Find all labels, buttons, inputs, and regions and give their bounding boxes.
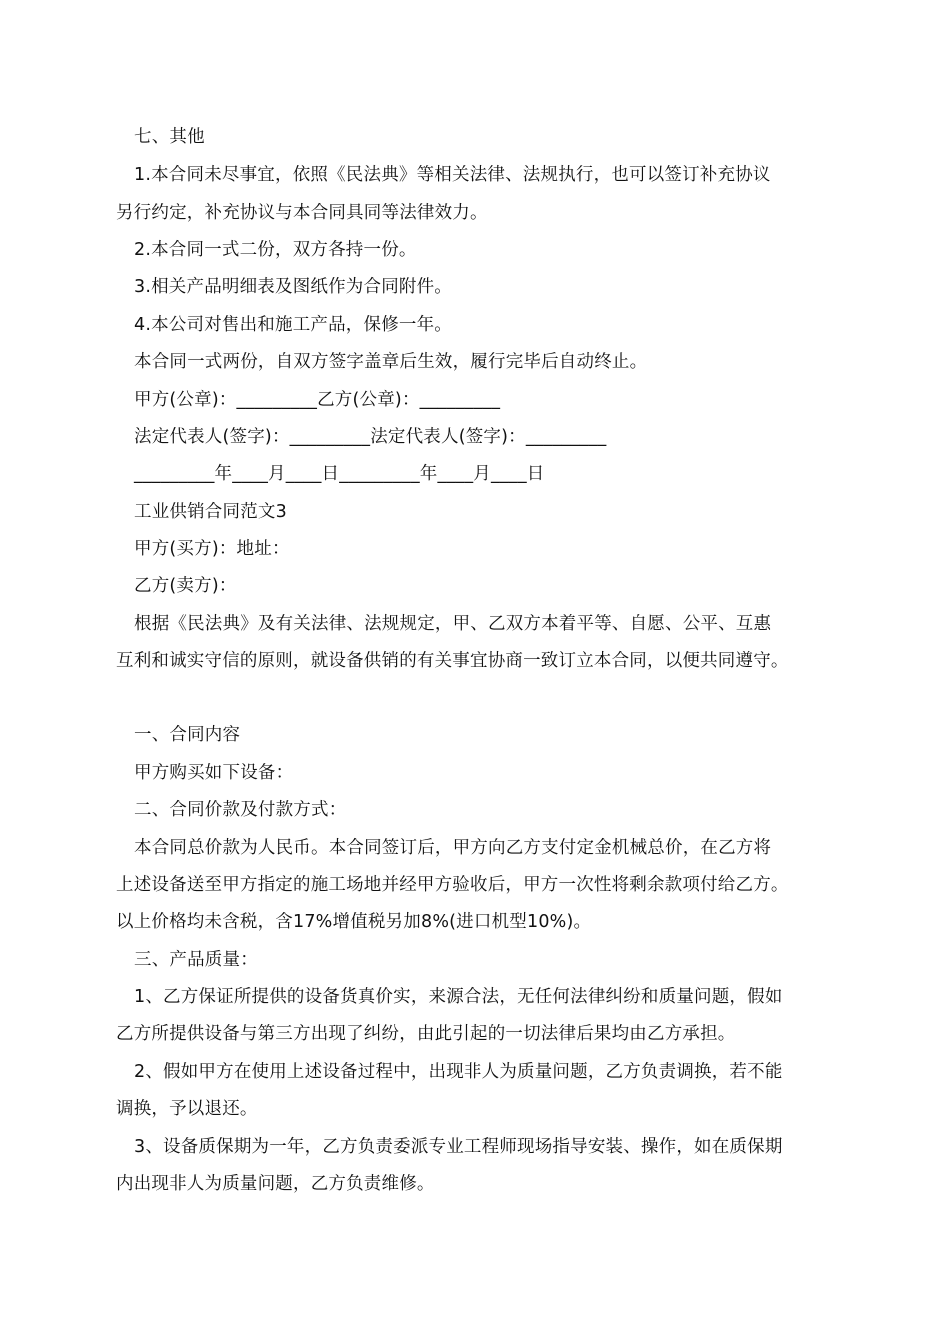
- paragraph-line: 4.本公司对售出和施工产品，保修一年。: [134, 315, 452, 335]
- paragraph-line: 以上价格均未含税，含17%增值税另加8%(进口机型10%)。: [116, 912, 592, 932]
- signature-line: 法定代表人(签字)：_________法定代表人(签字)：_________: [134, 427, 607, 447]
- paragraph-line: 甲方购买如下设备：: [134, 763, 294, 783]
- paragraph-line: 上述设备送至甲方指定的施工场地并经甲方验收后，甲方一次性将剩余款项付给乙方。: [116, 875, 789, 895]
- paragraph-line: 本合同总价款为人民币。本合同签订后，甲方向乙方支付定金机械总价，在乙方将: [134, 838, 772, 858]
- paragraph-line: 2.本合同一式二份，双方各持一份。: [134, 240, 417, 260]
- paragraph-line: 调换，予以退还。: [116, 1099, 258, 1119]
- signature-line: 甲方(公章)：_________乙方(公章)：_________: [134, 390, 501, 410]
- section-heading: 一、合同内容: [134, 725, 241, 745]
- paragraph-line: 3、设备质保期为一年，乙方负责委派专业工程师现场指导安装、操作，如在质保期: [134, 1137, 783, 1157]
- paragraph-line: 互利和诚实守信的原则，就设备供销的有关事宜协商一致订立本合同，以便共同遵守。: [116, 651, 789, 671]
- party-line: 乙方(卖方)：: [134, 576, 237, 596]
- section-heading: 三、产品质量：: [134, 950, 258, 970]
- section-heading-other: 七、其他: [134, 127, 205, 147]
- paragraph-line: 乙方所提供设备与第三方出现了纠纷，由此引起的一切法律后果均由乙方承担。: [116, 1024, 736, 1044]
- paragraph-line: 根据《民法典》及有关法律、法规规定，甲、乙双方本着平等、自愿、公平、互惠: [134, 614, 772, 634]
- paragraph-line: 1.本合同未尽事宜，依照《民法典》等相关法律、法规执行，也可以签订补充协议: [134, 165, 771, 185]
- paragraph-line: 内出现非人为质量问题，乙方负责维修。: [116, 1174, 435, 1194]
- paragraph-line: 另行约定，补充协议与本合同具同等法律效力。: [116, 203, 488, 223]
- paragraph-line: 3.相关产品明细表及图纸作为合同附件。: [134, 277, 452, 297]
- paragraph-line: 2、假如甲方在使用上述设备过程中，出现非人为质量问题，乙方负责调换，若不能: [134, 1062, 783, 1082]
- date-line: _________年____月____日_________年____月____日: [134, 464, 545, 484]
- paragraph-line: 本合同一式两份，自双方签字盖章后生效，履行完毕后自动终止。: [134, 352, 648, 372]
- party-line: 甲方(买方)：地址：: [134, 539, 290, 559]
- section-heading: 二、合同价款及付款方式：: [134, 800, 347, 820]
- document-title: 工业供销合同范文3: [134, 502, 287, 522]
- paragraph-line: 1、乙方保证所提供的设备货真价实，来源合法，无任何法律纠纷和质量问题，假如: [134, 987, 783, 1007]
